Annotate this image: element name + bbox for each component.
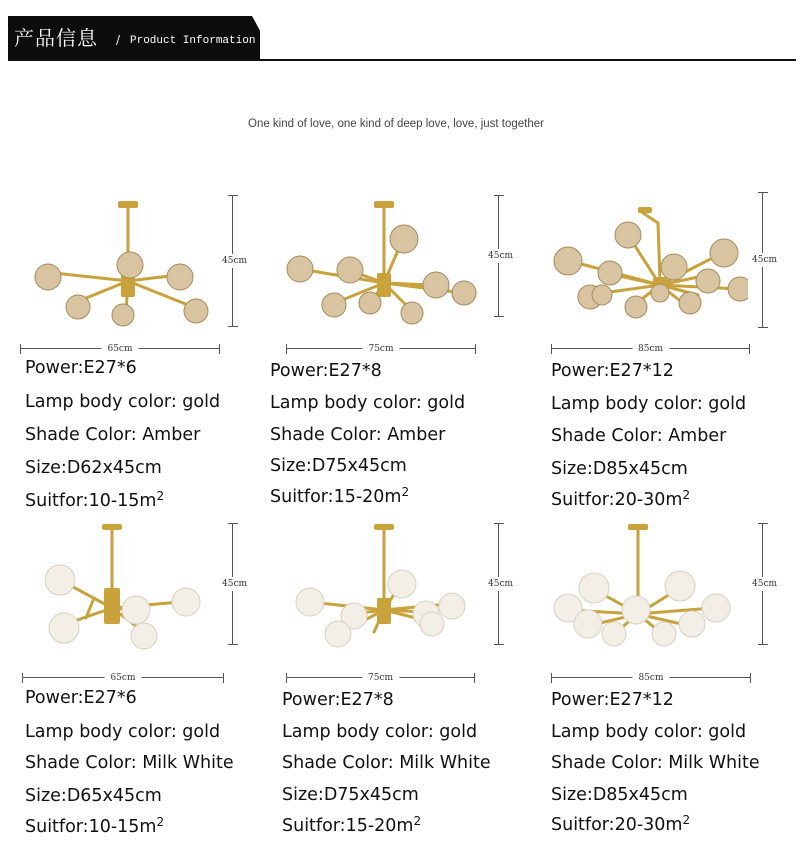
spec-power: Power:E27*8 bbox=[270, 361, 382, 381]
spec-shade-color: Shade Color: Amber bbox=[25, 425, 201, 445]
spec-body-color: Lamp body color: gold bbox=[551, 394, 747, 414]
height-label: 45cm bbox=[752, 255, 778, 265]
width-label: 85cm bbox=[632, 344, 669, 354]
width-dimension bbox=[551, 344, 750, 354]
spec-power: Power:E27*6 bbox=[25, 358, 137, 378]
lamp-image-milk-6 bbox=[30, 522, 220, 652]
header-rule bbox=[8, 59, 796, 61]
height-label: 45cm bbox=[752, 579, 778, 589]
spec-suitable-area bbox=[270, 487, 409, 507]
spec-power: Power:E27*8 bbox=[282, 690, 394, 710]
suit-superscript: 2 bbox=[401, 485, 410, 499]
height-dimension bbox=[752, 523, 778, 645]
spec-power: Power:E27*12 bbox=[551, 361, 674, 381]
spec-body-color: Lamp body color: gold bbox=[25, 722, 221, 742]
height-dimension bbox=[222, 195, 248, 327]
spec-shade-color: Shade Color: Amber bbox=[270, 425, 446, 445]
height-dimension bbox=[488, 523, 514, 645]
suit-text: Suitfor:10-15m bbox=[25, 491, 157, 511]
spec-size: Size:D85x45cm bbox=[551, 459, 688, 479]
lamp-image-milk-8 bbox=[288, 522, 478, 652]
suit-superscript: 2 bbox=[156, 489, 165, 503]
spec-size: Size:D75x45cm bbox=[270, 456, 407, 476]
suit-superscript: 2 bbox=[682, 488, 691, 502]
spec-body-color: Lamp body color: gold bbox=[551, 722, 747, 742]
height-label: 45cm bbox=[222, 256, 248, 266]
suit-superscript: 2 bbox=[413, 814, 422, 828]
height-dimension bbox=[222, 523, 248, 645]
spec-body-color: Lamp body color: gold bbox=[282, 722, 478, 742]
height-label: 45cm bbox=[488, 579, 514, 589]
header-title-cn: 产品信息 bbox=[14, 26, 98, 50]
suit-text: Suitfor:15-20m bbox=[282, 816, 414, 836]
spec-size: Size:D65x45cm bbox=[25, 786, 162, 806]
spec-suitable-area bbox=[551, 490, 690, 510]
suit-superscript: 2 bbox=[156, 815, 165, 829]
suit-text: Suitfor:20-30m bbox=[551, 490, 683, 510]
tagline: One kind of love, one kind of deep love, love, just together bbox=[248, 118, 544, 130]
spec-power: Power:E27*12 bbox=[551, 690, 674, 710]
width-label: 85cm bbox=[632, 673, 669, 683]
width-dimension bbox=[551, 673, 751, 683]
spec-suitable-area bbox=[25, 491, 164, 511]
height-label: 45cm bbox=[488, 251, 514, 261]
height-label: 45cm bbox=[222, 579, 248, 589]
lamp-image-milk-12 bbox=[552, 522, 742, 652]
width-label: 75cm bbox=[362, 673, 399, 683]
suit-superscript: 2 bbox=[682, 813, 691, 827]
spec-size: Size:D62x45cm bbox=[25, 458, 162, 478]
height-dimension bbox=[488, 195, 514, 317]
height-dimension bbox=[752, 192, 778, 328]
width-dimension bbox=[286, 344, 476, 354]
width-label: 75cm bbox=[362, 344, 399, 354]
suit-text: Suitfor:20-30m bbox=[551, 815, 683, 835]
spec-suitable-area bbox=[25, 817, 164, 837]
suit-text: Suitfor:10-15m bbox=[25, 817, 157, 837]
spec-size: Size:D75x45cm bbox=[282, 785, 419, 805]
spec-shade-color: Shade Color: Milk White bbox=[25, 753, 234, 773]
width-dimension bbox=[286, 673, 475, 683]
width-dimension bbox=[20, 344, 220, 354]
spec-body-color: Lamp body color: gold bbox=[270, 393, 466, 413]
suit-text: Suitfor:15-20m bbox=[270, 487, 402, 507]
lamp-image-amber-12 bbox=[548, 195, 748, 335]
header-title-en: Product Information bbox=[130, 35, 256, 47]
spec-shade-color: Shade Color: Milk White bbox=[551, 753, 760, 773]
spec-suitable-area bbox=[551, 815, 690, 835]
width-label: 65cm bbox=[104, 673, 141, 683]
spec-power: Power:E27*6 bbox=[25, 688, 137, 708]
width-dimension bbox=[22, 673, 224, 683]
lamp-image-amber-6 bbox=[18, 195, 218, 335]
spec-shade-color: Shade Color: Milk White bbox=[282, 753, 491, 773]
spec-body-color: Lamp body color: gold bbox=[25, 392, 221, 412]
spec-size: Size:D85x45cm bbox=[551, 785, 688, 805]
spec-suitable-area bbox=[282, 816, 421, 836]
width-label: 65cm bbox=[101, 344, 138, 354]
header-separator: / bbox=[116, 33, 121, 47]
spec-shade-color: Shade Color: Amber bbox=[551, 426, 727, 446]
lamp-image-amber-8 bbox=[280, 195, 480, 335]
